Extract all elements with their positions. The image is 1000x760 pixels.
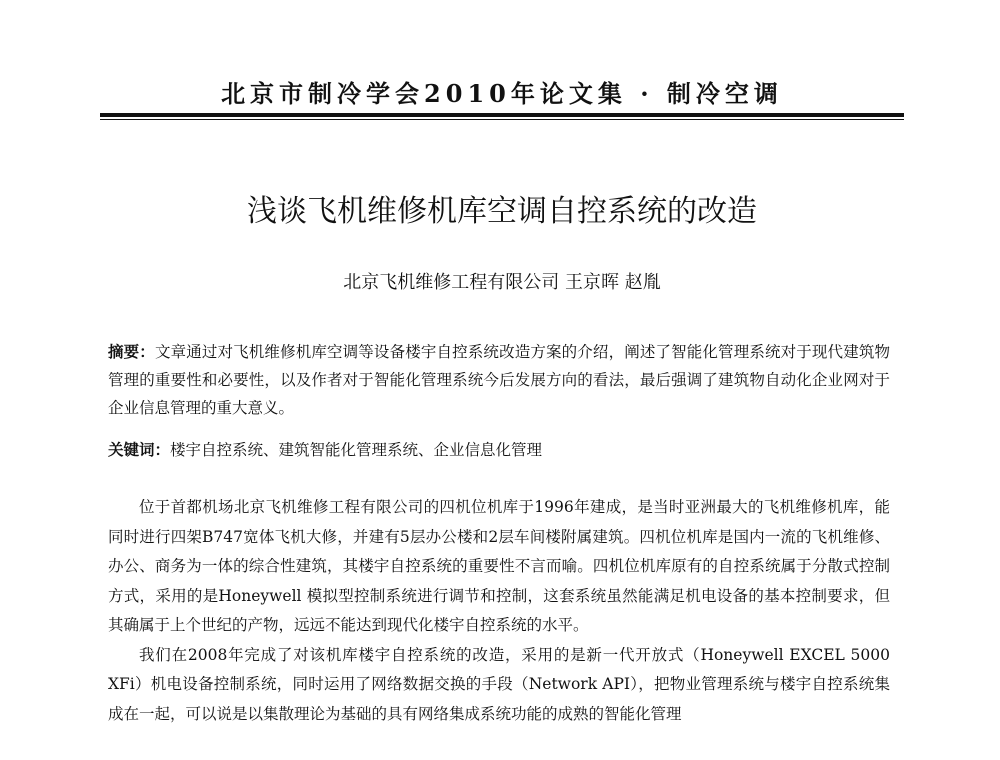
abstract-text: 文章通过对飞机维修机库空调等设备楼宇自控系统改造方案的介绍，阐述了智能化管理系统对于现代建筑物管理的重要性和必要性，以及作者对于智能化管理系统今后发展方向的看法，最后强调了建筑物自动化企业网对于企业信息管理的重大意义。 xyxy=(108,343,890,417)
header-rule-thin xyxy=(100,119,904,120)
body-text xyxy=(108,493,890,729)
header-rule xyxy=(100,113,904,117)
running-header: 北京市制冷学会2010年论文集 · 制冷空调 xyxy=(221,79,783,108)
abstract xyxy=(108,338,890,422)
paper-title: 浅谈飞机维修机库空调自控系统的改造 xyxy=(247,194,757,229)
keywords-label: 关键词： xyxy=(108,441,171,459)
body-paragraph-1: 位于首都机场北京飞机维修工程有限公司的四机位机库于1996年建成，是当时亚洲最大的飞机维修机库，能同时进行四架B747宽体飞机大修，并建有5层办公楼和2层车间楼附属建筑。四机位机库是国内一流的飞机维修、办公、商务为一体的综合性建筑，其楼宇自控系统的重要性不言而喻。四机位机库原有的自控系统属于分散式控制方式，采用的是Honeywell 模拟型控制系统进行调节和控制，这套系统虽然能满足机电设备的基本控制要求，但其确属于上个世纪的产物，远远不能达到现代化楼宇自控系统的水平。 xyxy=(108,498,890,634)
abstract-label: 摘要： xyxy=(108,343,155,361)
authors-line: 北京飞机维修工程有限公司 王京晖 赵胤 xyxy=(343,272,661,293)
keywords xyxy=(108,436,890,464)
keywords-text: 楼宇自控系统、建筑智能化管理系统、企业信息化管理 xyxy=(170,441,543,459)
body-paragraph-2: 我们在2008年完成了对该机库楼宇自控系统的改造，采用的是新一代开放式（Honeywell EXCEL 5000 XFi）机电设备控制系统，同时运用了网络数据交换的手段（Network API），把物业管理系统与楼宇自控系统集成在一起，可以说是以集散理论为基础的具有网络集成系统功能的成熟的智能化管理 xyxy=(108,645,890,723)
